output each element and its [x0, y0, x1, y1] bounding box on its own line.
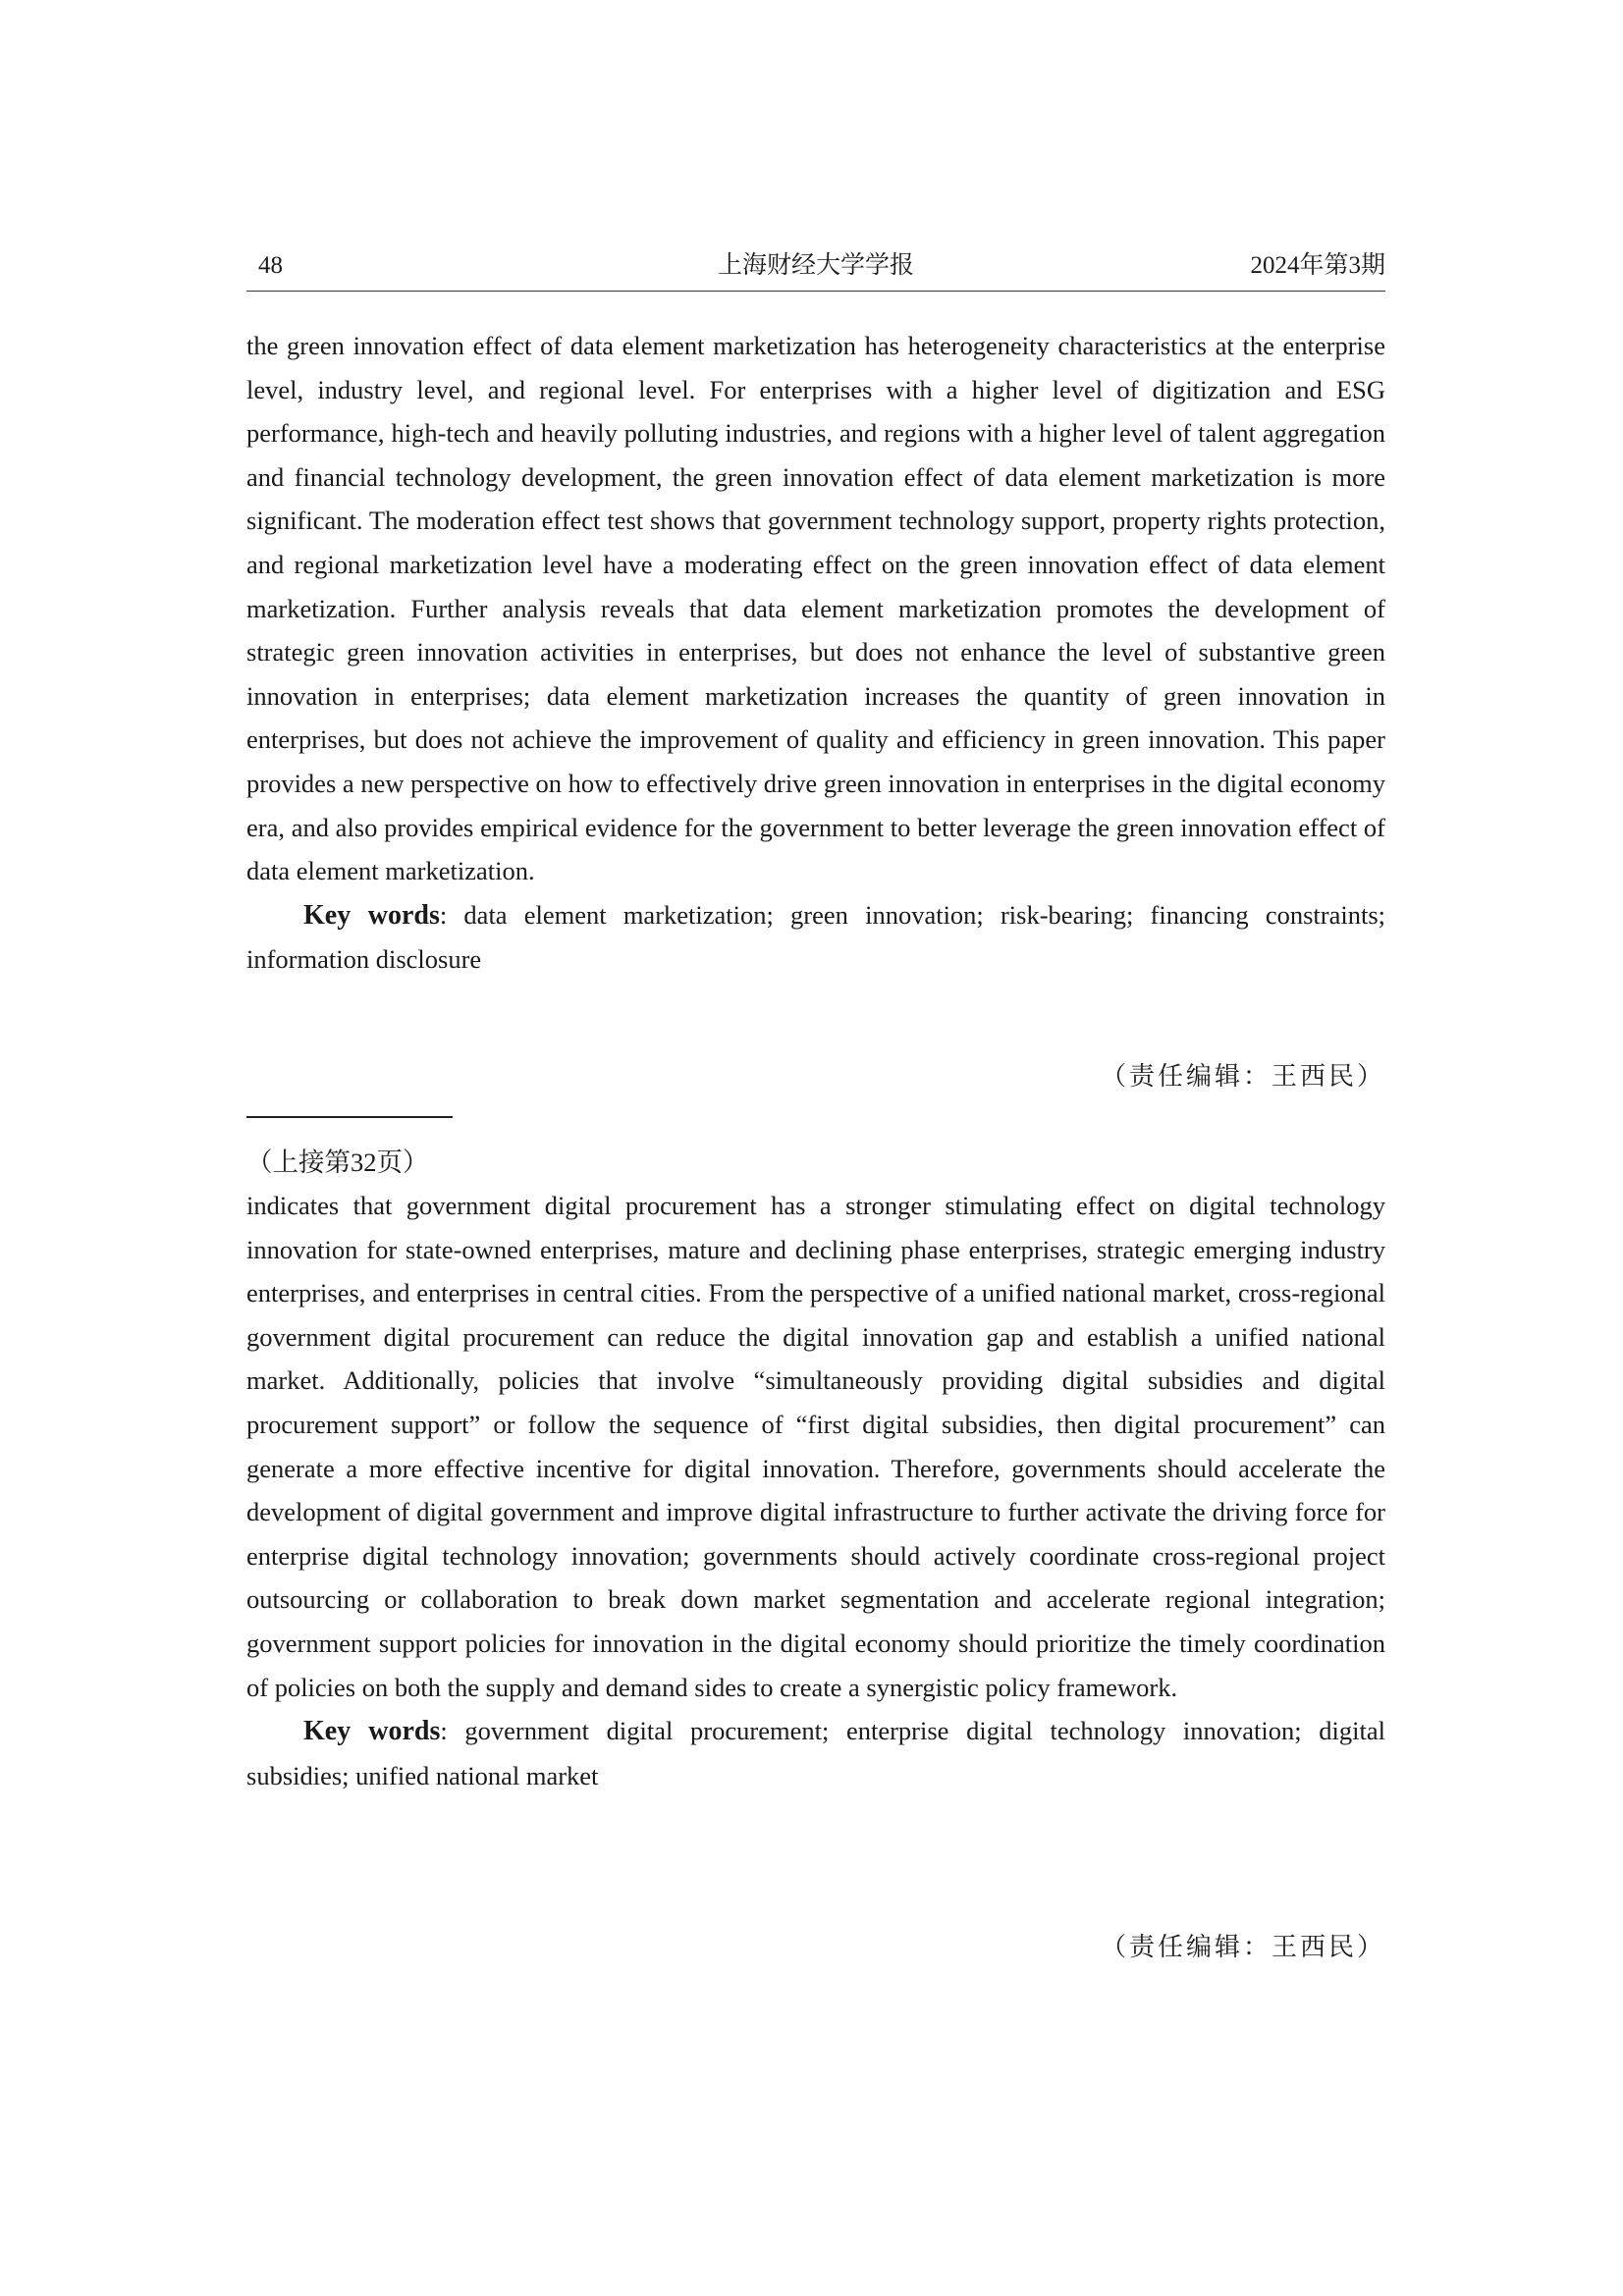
keywords-text: : data element marketization; green innovation; risk-bearing; financing constraints; information disclosure	[246, 899, 1385, 975]
article1-editor-credit: （责任编辑：王西民）	[1100, 1062, 1385, 1092]
article1-body: the green innovation effect of data element marketization has heterogeneity characteristics at the enterprise level, industry level, and regional level. For enterprises with a higher level of digitization and ESG performance, high-tech and heavily polluting industries, and regions with a higher level of talent aggregation and financial technology development, the green innovation effect of data element marketization is more significant. The moderation effect test shows that government technology support, property rights protection, and regional marketization level have a moderating effect on the green innovation effect of data element marketization. Further analysis reveals that data element marketization promotes the development of strategic green innovation activities in enterprises, but does not enhance the level of substantive green innovation in enterprises; data element marketization increases the quantity of green innovation in enterprises, but does not achieve the improvement of quality and efficiency in green innovation. This paper provides a new perspective on how to effectively drive green innovation in enterprises in the digital economy era, and also provides empirical evidence for the government to better leverage the green innovation effect of data element marketization.	[246, 331, 1385, 886]
article2-abstract	[246, 1184, 1385, 1797]
keywords-label: Key words	[303, 1716, 441, 1747]
article2-editor-credit: （责任编辑：王西民）	[1100, 1933, 1385, 1962]
journal-title: 上海财经大学学报	[717, 252, 914, 279]
article1-keywords	[246, 893, 1385, 982]
issue-label: 2024年第3期	[1250, 252, 1385, 279]
page-number: 48	[258, 252, 283, 279]
keywords-text: : government digital procurement; enterprise digital technology innovation; digital subsidies; unified national market	[246, 1716, 1386, 1790]
keywords-label: Key words	[303, 899, 440, 931]
article2-keywords	[246, 1709, 1385, 1797]
continuation-note: （上接第32页）	[246, 1148, 429, 1177]
article1-abstract	[246, 324, 1385, 982]
divider-rule	[246, 1116, 453, 1118]
running-header	[246, 251, 1385, 292]
article2-body: indicates that government digital procurement has a stronger stimulating effect on digital technology innovation for state-owned enterprises, mature and declining phase enterprises, strategic emerging industry enterprises, and enterprises in central cities. From the perspective of a unified national market, cross-regional government digital procurement can reduce the digital innovation gap and establish a unified national market. Additionally, policies that involve “simultaneously providing digital subsidies and digital procurement support” or follow the sequence of “first digital subsidies, then digital procurement” can generate a more effective incentive for digital innovation. Therefore, governments should accelerate the development of digital government and improve digital infrastructure to further activate the driving force for enterprise digital technology innovation; governments should actively coordinate cross-regional project outsourcing or collaboration to break down market segmentation and accelerate regional integration; government support policies for innovation in the digital economy should prioritize the timely coordination of policies on both the supply and demand sides to create a synergistic policy framework.	[246, 1191, 1385, 1702]
